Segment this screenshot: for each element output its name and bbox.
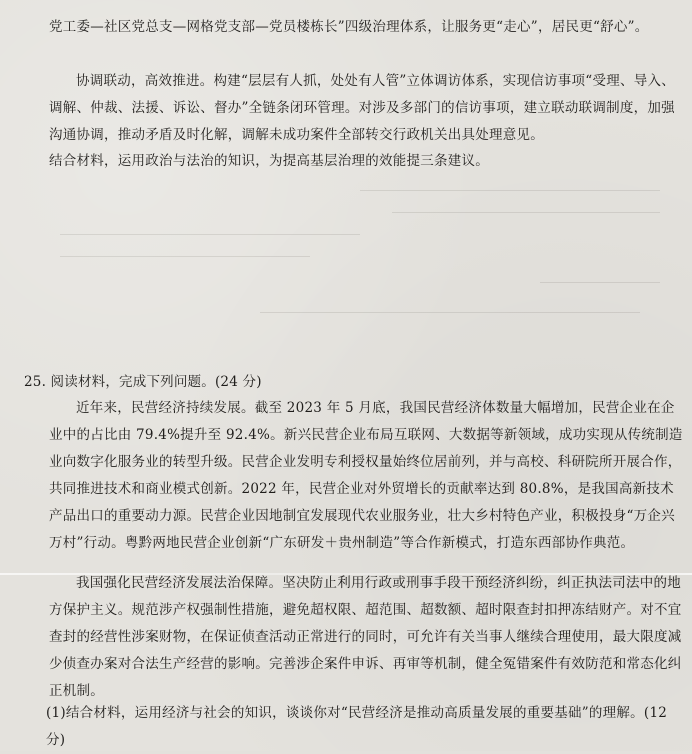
- task-question-24: 结合材料，运用政治与法治的知识，为提高基层治理的效能提三条建议。: [49, 153, 489, 169]
- sub-question-1: (1)结合材料，运用经济与社会的知识，谈谈你对“民营经济是推动高质量发展的重要基础”的理解。(12 分): [46, 705, 668, 748]
- material-private-economy: 近年来，民营经济持续发展。截至 2023 年 5 月底，我国民营经济体数量大幅增加，民营企业在企业中的占比由 79.4%提升至 92.4%。新兴民营企业布局互联网、大数据等新领域，成功实现从传统制造业向数字化服务业的转型升级。民营企业发明专利授权量始终位居前列，并与高校、科研院所开展合作，共同推进技术和商业模式创新。2022 年，民营企业对外贸增长的贡献率达到 80.8%，是我国高新技术产品出口的重要动力源。民营企业因地制宜发展现代农业服务业，壮大乡村特色产业，积极投身“万企兴万村”行动。粤黔两地民营企业创新“广东研发＋贵州制造”等合作新模式，打造东西部协作典范。: [49, 400, 683, 551]
- paragraph-governance-system: 党工委—社区党总支—网格党支部—党员楼栋长”四级治理体系，让服务更“走心”，居民更“舒心”。: [49, 19, 649, 35]
- material-legal-protection: 我国强化民营经济发展法治保障。坚决防止利用行政或刑事手段干预经济纠纷，纠正执法司法中的地方保护主义。规范涉产权强制性措施，避免超权限、超范围、超数额、超时限查封扣押冻结财产。对不宜查封的经营性涉案财物，在保证侦查活动正常进行的同时，可允许有关当事人继续合理使用，最大限度减少侦查办案对合法生产经营的影响。完善涉企案件申诉、再审等机制，健全冤错案件有效防范和常态化纠正机制。: [49, 575, 682, 699]
- question-25-title: 25. 阅读材料，完成下列问题。(24 分): [24, 374, 262, 390]
- bleed-through-text: [0, 172, 692, 342]
- paragraph-coordination: 协调联动，高效推进。构建“层层有人抓，处处有人管”立体调访体系，实现信访事项“受理、导入、调解、仲裁、法援、诉讼、督办”全链条闭环管理。对涉及多部门的信访事项，建立联动联调制度，加强沟通协调，推动矛盾及时化解，调解未成功案件全部转交行政机关出具处理意见。: [49, 73, 675, 143]
